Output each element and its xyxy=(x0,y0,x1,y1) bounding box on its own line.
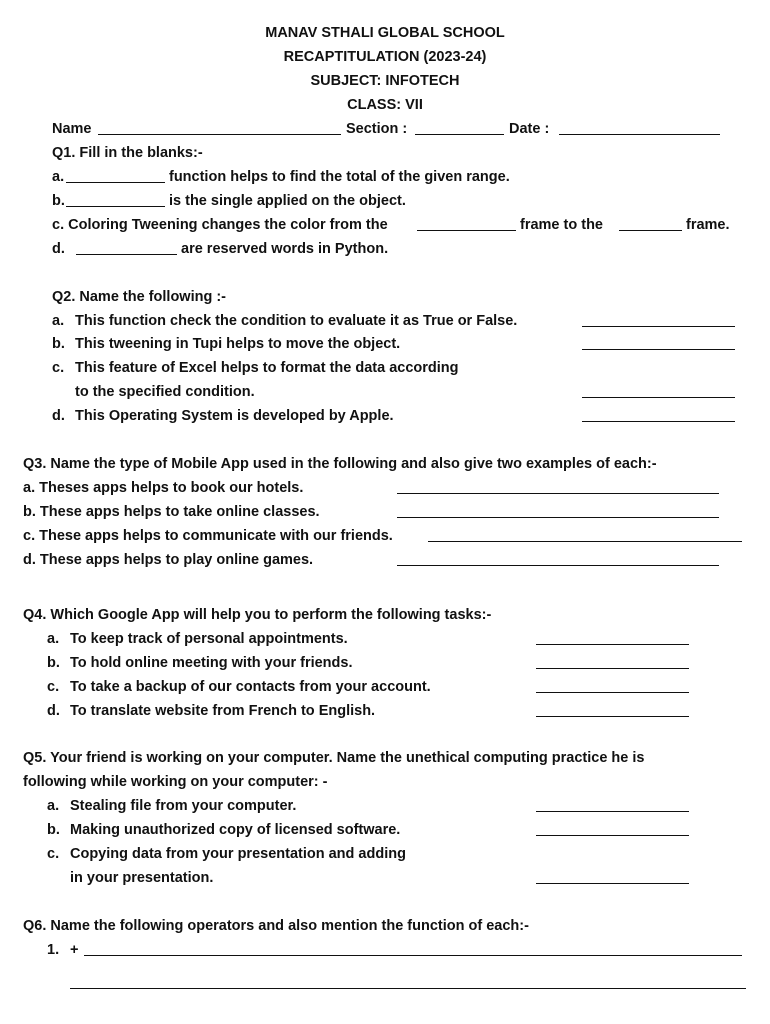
name-blank[interactable] xyxy=(98,134,341,135)
q6-item-1: 1. + xyxy=(0,940,770,960)
q2-item-c: c. This feature of Excel helps to format the data according xyxy=(52,360,459,376)
date-label: Date : xyxy=(509,121,550,137)
q1-item-d: d. are reserved words in Python. xyxy=(52,241,389,257)
q4-c-answer-line[interactable] xyxy=(536,692,689,693)
q1-item-a: a. function helps to find the total of the given range. xyxy=(52,169,510,185)
q1-a-blank[interactable] xyxy=(66,182,165,183)
q2-item-d: d. This Operating System is developed by Apple. xyxy=(0,406,770,426)
q1-item-c: c. Coloring Tweening changes the color from the frame to the frame. xyxy=(52,217,730,233)
q1-d-blank[interactable] xyxy=(76,254,177,255)
q3-b-answer-line[interactable] xyxy=(397,517,719,518)
q6-1-answer-line[interactable] xyxy=(84,955,742,956)
q5-a-answer-line[interactable] xyxy=(536,811,689,812)
q2-item-c-cont: to the specified condition. xyxy=(0,382,770,402)
q5-item-b: b. Making unauthorized copy of licensed software. xyxy=(0,820,770,840)
q1-c-blank-2[interactable] xyxy=(619,230,682,231)
section-label: Section : xyxy=(346,121,408,137)
q5-item-c: c. Copying data from your presentation and adding xyxy=(47,846,406,862)
q2-heading: Q2. Name the following :- xyxy=(52,289,227,305)
class-line: CLASS: VII xyxy=(347,97,423,113)
q6-heading: Q6. Name the following operators and also mention the function of each:- xyxy=(23,918,529,934)
operator-symbol: + xyxy=(70,942,79,958)
q5-heading-cont: following while working on your computer: - xyxy=(23,774,328,790)
q3-item-a: a. Theses apps helps to book our hotels. xyxy=(0,478,770,498)
school-name: MANAV STHALI GLOBAL SCHOOL xyxy=(265,25,505,41)
q5-b-answer-line[interactable] xyxy=(536,835,689,836)
q5-item-c-cont: in your presentation. xyxy=(0,868,770,888)
q4-item-b: b. To hold online meeting with your friends. xyxy=(0,653,770,673)
student-info-row xyxy=(0,119,770,139)
q2-a-answer-line[interactable] xyxy=(582,326,735,327)
q1-item-b: b. is the single applied on the object. xyxy=(52,193,406,209)
q2-b-answer-line[interactable] xyxy=(582,349,735,350)
q3-item-d: d. These apps helps to play online games. xyxy=(0,550,770,570)
section-blank[interactable] xyxy=(415,134,504,135)
document-title: RECAPTITULATION (2023-24) xyxy=(283,49,487,65)
q4-a-answer-line[interactable] xyxy=(536,644,689,645)
q3-item-b: b. These apps helps to take online classes. xyxy=(0,502,770,522)
q4-b-answer-line[interactable] xyxy=(536,668,689,669)
name-label: Name xyxy=(52,121,92,137)
subject-line: SUBJECT: INFOTECH xyxy=(310,73,460,89)
q6-item-1-cont xyxy=(0,973,770,993)
q5-heading: Q5. Your friend is working on your computer. Name the unethical computing practice he is xyxy=(23,750,645,766)
q3-heading: Q3. Name the type of Mobile App used in the following and also give two examples of each:- xyxy=(23,456,657,472)
q2-d-answer-line[interactable] xyxy=(582,421,735,422)
q3-d-answer-line[interactable] xyxy=(397,565,719,566)
q2-item-a: a. This function check the condition to evaluate it as True or False. xyxy=(0,311,770,331)
q1-b-blank[interactable] xyxy=(66,206,165,207)
q4-item-c: c. To take a backup of our contacts from your account. xyxy=(0,677,770,697)
q5-item-a: a. Stealing file from your computer. xyxy=(0,796,770,816)
q4-item-a: a. To keep track of personal appointments. xyxy=(0,629,770,649)
date-blank[interactable] xyxy=(559,134,720,135)
q1-heading: Q1. Fill in the blanks:- xyxy=(52,145,203,161)
q5-c-answer-line[interactable] xyxy=(536,883,689,884)
q4-d-answer-line[interactable] xyxy=(536,716,689,717)
q2-c-answer-line[interactable] xyxy=(582,397,735,398)
q4-heading: Q4. Which Google App will help you to perform the following tasks:- xyxy=(23,607,492,623)
q1-c-blank-1[interactable] xyxy=(417,230,516,231)
q2-item-b: b. This tweening in Tupi helps to move the object. xyxy=(0,334,770,354)
q3-a-answer-line[interactable] xyxy=(397,493,719,494)
q6-1-answer-line-2[interactable] xyxy=(70,988,746,989)
q3-c-answer-line[interactable] xyxy=(428,541,742,542)
q3-item-c: c. These apps helps to communicate with our friends. xyxy=(0,526,770,546)
q4-item-d: d. To translate website from French to English. xyxy=(0,701,770,721)
